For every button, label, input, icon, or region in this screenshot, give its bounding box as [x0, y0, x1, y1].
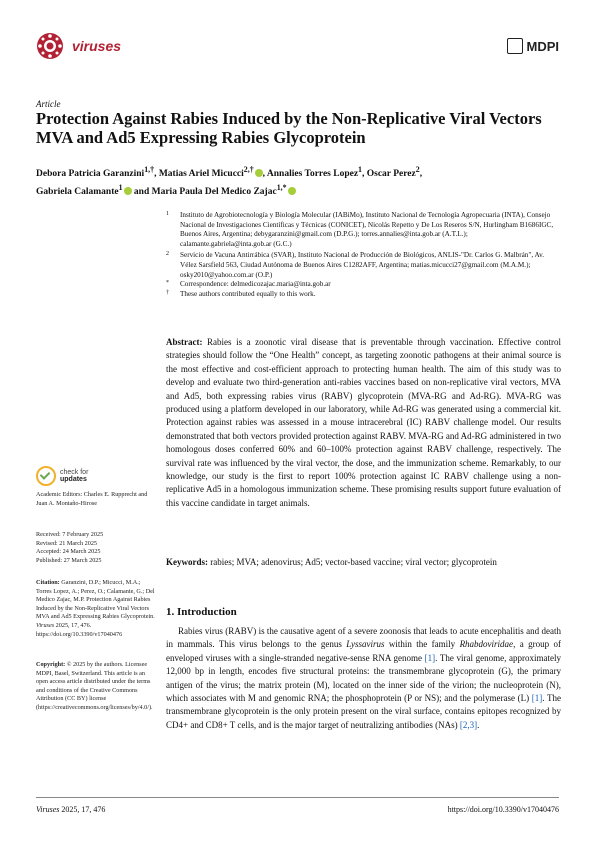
affiliation-mark: † — [166, 289, 169, 296]
publisher-logo — [507, 38, 560, 54]
footer-journal: Viruses — [36, 805, 60, 814]
abstract — [166, 336, 561, 510]
affiliation-mark: * — [166, 280, 169, 287]
check-line2: updates — [60, 476, 87, 483]
sidebar-copyright — [36, 661, 156, 713]
abstract-label: Abstract: — [166, 337, 203, 347]
affiliation-item — [166, 290, 561, 300]
publisher-name: MDPI — [526, 38, 559, 54]
correspondence-text[interactable]: Correspondence: delmedicozajac.maria@inta.gob.ar — [180, 280, 331, 289]
author-name[interactable]: Maria Paula Del Medico Zajac — [151, 187, 277, 198]
author-separator: , — [154, 169, 159, 180]
viruses-logo-icon — [36, 32, 64, 60]
citation-link[interactable]: [2,3] — [459, 719, 478, 730]
article-title: Protection Against Rabies Induced by the Non-Replicative Viral Vectors MVA and Ad5 Expressing Rabies Glycoprotein — [36, 109, 542, 147]
journal-name: viruses — [72, 38, 122, 54]
author-sup: 2 — [415, 165, 420, 174]
equal-contribution-note: These authors contributed equally to this work. — [180, 289, 316, 298]
orcid-icon[interactable] — [124, 187, 132, 195]
author-sup: 1,† — [144, 165, 155, 174]
article-type: Article — [36, 99, 61, 109]
date-published: Published: 27 March 2025 — [36, 556, 102, 564]
author-name[interactable]: Debora Patricia Garanzini — [36, 169, 145, 180]
footer-volume: 2025, 17, 476 — [59, 805, 106, 814]
sidebar-dates — [36, 531, 156, 565]
affiliation-mark: 2 — [166, 251, 169, 258]
sidebar-citation — [36, 579, 156, 639]
author-name[interactable]: Oscar Perez — [366, 169, 416, 180]
orcid-icon[interactable] — [255, 169, 263, 177]
affiliation-text: Instituto de Agrobiotecnología y Biología Molecular (IABiMo), Instituto Nacional de Tecnología Agropecuaria (INTA), Consejo Nacional de Investigaciones Científicas y Técnicas (CONICET), Nicolás Repetto y De Los Reseros S/N, Hurlingham B1686IGC, Buenos Aires, Argentina; debygaranzini@gmail.com (D.P.G.); torres.annalies@inta.gob.ar (A.T.L.); calamante.gabriela@inta.gob.ar (G.C.) — [180, 211, 554, 248]
intro-text: Rabies virus (RABV) is the causative agent of a severe zoonosis that leads to acute encephalitis and death in mammals. This virus belongs to the genus — [166, 626, 561, 650]
footer-doi-link[interactable]: https://doi.org/10.3390/v17040476 — [447, 805, 559, 814]
keywords-text: rabies; MVA; adenovirus; Ad5; vector-based vaccine; viral vector; glycoprotein — [210, 557, 497, 567]
affiliation-item — [166, 280, 561, 290]
author-sup: 1,* — [276, 183, 287, 193]
author-separator: , — [419, 169, 423, 180]
orcid-icon[interactable] — [288, 187, 296, 195]
intro-text: . — [477, 719, 480, 730]
intro-text: . The transmembrane glycoprotein is the only protein present on the viral surface, contains epitopes recognized by CD4+ and CD8+ T cells, and is the major target of neutralizing antibodies (NAs) — [166, 693, 561, 730]
intro-text: . The viral genome, approximately 12,000 bp in length, encodes five structural proteins: the transmembrane glycoprotein (G), the primary antigen of the virus; the matrix protein (M), located on the inner side of the virion; the nucleoprotein (N), which associates with M and genomic RNA; the phosphoprotein (P or NS); and the polymerase (L) — [166, 652, 561, 704]
genus-name: Lyssavirus — [346, 639, 385, 650]
mdpi-icon — [507, 38, 523, 54]
date-revised: Revised: 21 March 2025 — [36, 539, 98, 547]
sidebar-editors — [36, 491, 156, 508]
author-name[interactable]: Gabriela Calamante — [36, 187, 119, 198]
section-heading: 1. Introduction — [166, 606, 237, 618]
intro-paragraph — [166, 625, 561, 732]
author-name[interactable]: Annalies Torres Lopez — [266, 169, 359, 180]
author-sup: 2,† — [243, 165, 254, 174]
author-separator: , — [262, 169, 267, 180]
affiliations — [166, 211, 561, 299]
citation-link[interactable]: [1] — [424, 652, 436, 663]
copyright-label: Copyright: — [36, 661, 66, 668]
copyright-text: © 2025 by the authors. Licensee MDPI, Basel, Switzerland. This article is an open access article distributed under the terms and conditions of the Creative Commons Attribution (CC BY) license (https://creativecommons.org/licenses/by/4.0/). — [36, 661, 153, 711]
abstract-text: Rabies is a zoonotic viral disease that is preventable through vaccination. Effective control strategies should follow the “One Health” concept, as targeting zoonotic pathogens at their animal source is the most effective and cost-efficient approach to protecting human health. The aim of this study was to develop and evaluate two third-generation anti-rabies vaccines based on non-replicative viral vectors, MVA and Ad5, both expressing rabies virus (RABV) glycoprotein (MVA-RG and Ad-RG). MVA-RG was produced using a platform developed in our laboratory, while Ad-RG was generated using a commercial kit. Protection against rabies was assessed in a mouse intracerebral (IC) RABV challenge model. Our results demonstrated that both vectors provided protection against RABV. MVA-RG and Ad-RG administered in two homologous doses conferred 60% and 60–100% protection against RABV challenge, respectively. The survival rate was influenced by the viral vector, the dose, and the immunization scheme. Remarkably, to our knowledge, our study is the first to report 100% protection against IC RABV challenge using a non-replicative Ad5 in a homologous immunization scheme. These promising results support future evaluation of this vaccine candidate in target animals. — [166, 337, 561, 508]
intro-text: , a group of enveloped viruses with a single-stranded negative-sense RNA genome — [166, 639, 561, 663]
check-for-updates-button[interactable] — [36, 466, 88, 486]
author-name[interactable]: Matias Ariel Micucci — [158, 169, 244, 180]
citation-journal: Viruses — [36, 621, 55, 629]
citation-doi[interactable]: 2025, 17, 476. https://doi.org/10.3390/v17040476 — [36, 621, 123, 638]
academic-editors: Academic Editors: Charles E. Rupprecht and Juan A. Montaño-Hirose — [36, 491, 148, 507]
check-updates-icon — [36, 466, 56, 486]
check-updates-label — [60, 469, 88, 484]
affiliation-mark: 1 — [166, 211, 169, 217]
author-list — [36, 163, 561, 199]
footer-divider — [36, 797, 559, 798]
citation-link[interactable]: [1] — [531, 693, 543, 704]
author-sup: 1 — [118, 183, 123, 193]
citation-label: Citation: — [36, 579, 60, 586]
date-received: Received: 7 February 2025 — [36, 531, 104, 538]
affiliation-item — [166, 251, 561, 280]
affiliation-item — [166, 211, 561, 249]
check-line1: check for — [60, 468, 89, 476]
keywords — [166, 556, 561, 569]
author-separator: and — [131, 187, 152, 198]
date-accepted: Accepted: 24 March 2025 — [36, 548, 101, 556]
footer-citation — [36, 805, 105, 814]
intro-text: within the family — [384, 639, 460, 650]
author-separator: , — [362, 169, 367, 180]
affiliation-text: Servicio de Vacuna Antirrábica (SVAR), Instituto Nacional de Producción de Biológicos, ANLIS-"Dr. Carlos G. Malbrán", Av. Vélez Sarsfield 563, Ciudad Autónoma de Buenos Aires C1282AFF, Argentina; matias.micucci27@gmail.com (M.A.M.); osky2010@yahoo.com.ar (O.P.) — [180, 251, 545, 279]
keywords-label: Keywords: — [166, 557, 208, 567]
family-name: Rhabdoviridae — [459, 639, 514, 650]
author-sup: 1 — [358, 165, 362, 174]
citation-text: Garanzini, D.P.; Micucci, M.A.; Torres Lopez, A.; Perez, O.; Calamante, G.; Del Medico Zajac, M.P. Protection Against Rabies Induced by the Non-Replicative Viral Vectors MVA and Ad5 Expressing Rabies Glycoprotein. — [36, 579, 155, 621]
